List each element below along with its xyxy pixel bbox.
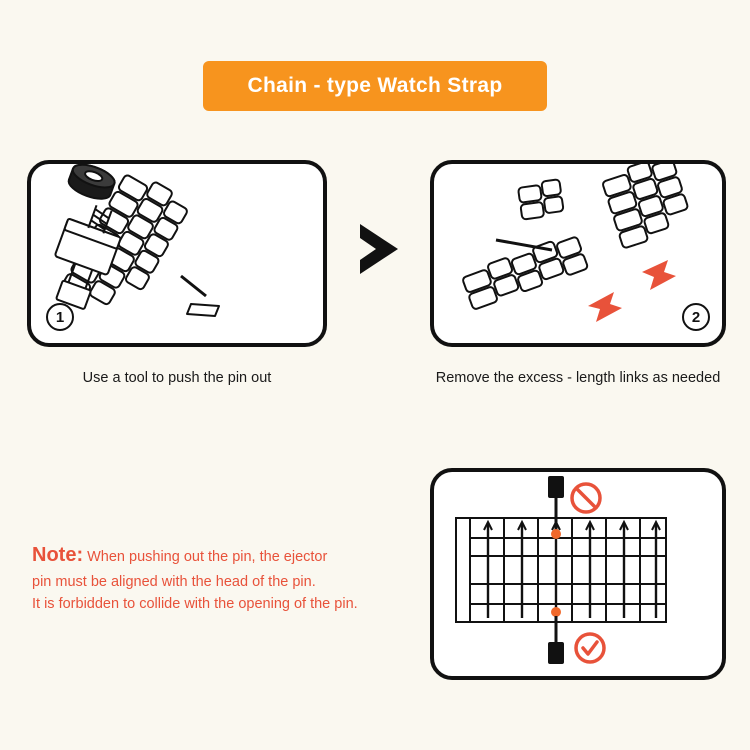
- forbidden-marker: [572, 484, 600, 512]
- step-2-badge: 2: [682, 303, 710, 331]
- next-step-arrow: [356, 222, 402, 276]
- page-title-banner: [203, 61, 547, 111]
- step-1-illustration: [31, 164, 323, 343]
- step-2-illustration: [434, 164, 722, 343]
- assembly-arrows: [588, 260, 676, 322]
- note-line-2: pin must be aligned with the head of the pin.: [32, 574, 316, 590]
- correct-marker: [576, 634, 604, 662]
- page-title: Chain - type Watch Strap: [247, 74, 503, 97]
- note-line-3: It is forbidden to collide with the opening of the pin.: [32, 596, 358, 613]
- note-first-line: [32, 540, 422, 571]
- note-label: Note:: [32, 544, 84, 566]
- note-line-1: When pushing out the pin, the ejector: [87, 549, 328, 565]
- step-1-caption: Use a tool to push the pin out: [82, 370, 272, 386]
- pin-alignment-detail-illustration: [434, 472, 722, 676]
- note-block: [32, 540, 422, 616]
- step-2-caption: Remove the excess - length links as needed: [435, 370, 721, 386]
- step-1-badge: 1: [46, 303, 74, 331]
- detail-panel: [430, 468, 726, 680]
